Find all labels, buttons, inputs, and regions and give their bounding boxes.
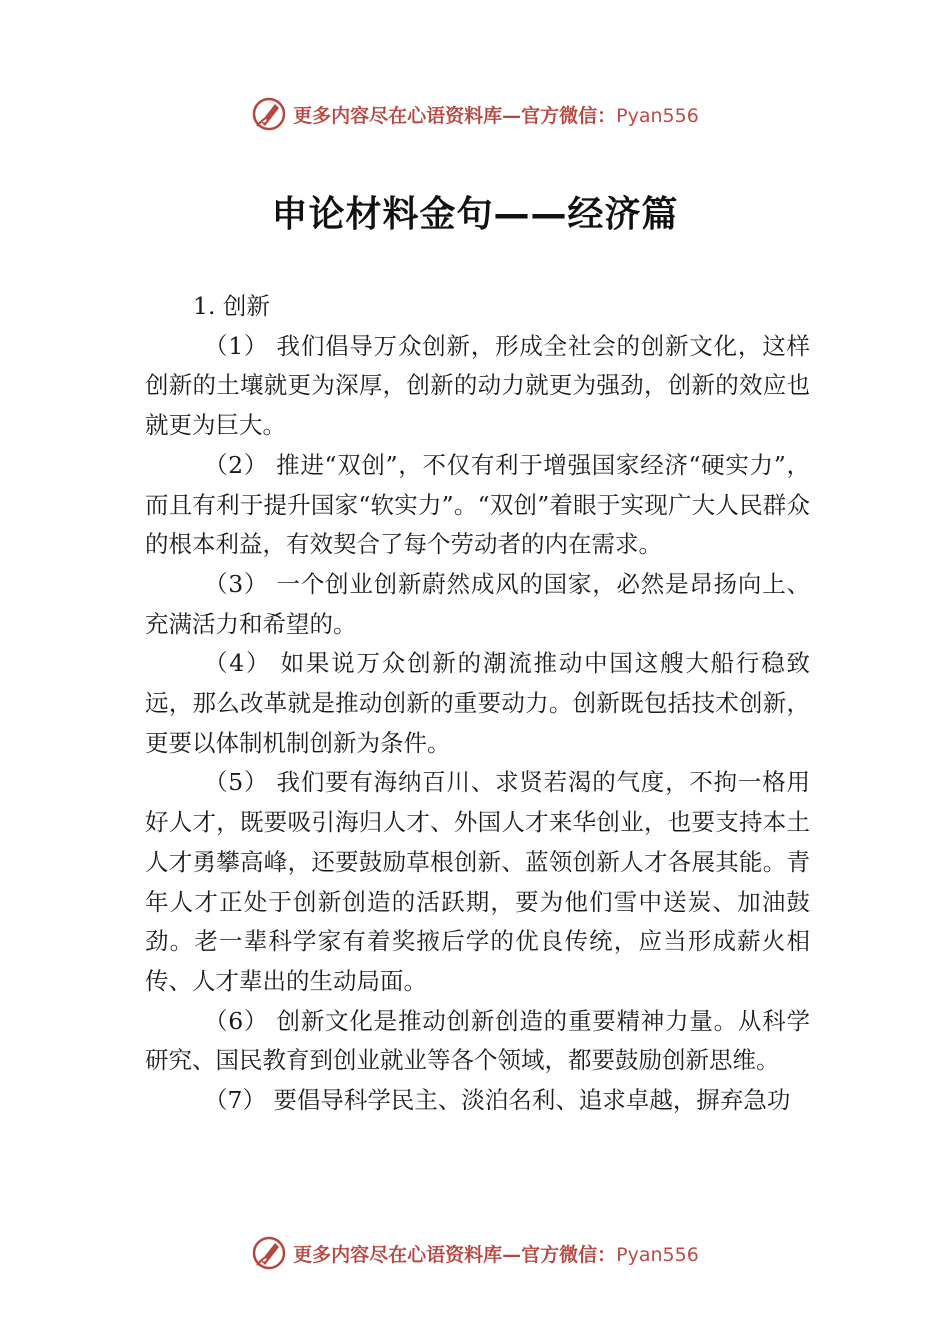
header-banner xyxy=(0,94,950,134)
banner-text xyxy=(293,101,699,128)
paragraph-7: （7） 要倡导科学民主、淡泊名利、追求卓越，摒弃急功 xyxy=(204,1086,791,1115)
paragraph-2: （2） 推进“双创”，不仅有利于增强国家经济“硬实力”，而且有利于提升国家“软实力”。“双创”着眼于实现广大人民群众的根本利益，有效契合了每个劳动者的内在需求。 xyxy=(145,450,810,559)
section-heading: 1. 创新 xyxy=(193,292,270,320)
paragraph-6: （6） 创新文化是推动创新创造的重要精神力量。从科学研究、国民教育到创业就业等各个领域，都要鼓励创新思维。 xyxy=(145,1006,810,1075)
page-title: 申论材料金句——经济篇 xyxy=(271,194,679,235)
paragraph-5: （5） 我们要有海纳百川、求贤若渴的气度，不拘一格用好人才，既要吸引海归人才、外国人才来华创业，也要支持本土人才勇攀高峰，还要鼓励草根创新、蓝领创新人才各展其能。青年人才正处于创新创造的活跃期，要为他们雪中送炭、加油鼓劲。老一辈科学家有着奖掖后学的优良传统，应当形成薪火相传、人才辈出的生动局面。 xyxy=(145,768,810,995)
paragraph-1: （1） 我们倡导万众创新，形成全社会的创新文化，这样创新的土壤就更为深厚，创新的动力就更为强劲，创新的效应也就更为巨大。 xyxy=(145,331,810,440)
paragraph-3: （3） 一个创业创新蔚然成风的国家，必然是昂扬向上、充满活力和希望的。 xyxy=(145,569,810,638)
paragraph-4: （4） 如果说万众创新的潮流推动中国这艘大船行稳致远，那么改革就是推动创新的重要动力。创新既包括技术创新，更要以体制机制创新为条件。 xyxy=(145,649,810,757)
banner-label: 更多内容尽在心语资料库—官方微信： xyxy=(293,104,617,127)
document-body xyxy=(145,287,810,1121)
wechat-id: Pyan556 xyxy=(616,104,699,127)
pen-nib-circle-icon xyxy=(251,96,287,132)
pen-nib-circle-icon xyxy=(251,1235,287,1271)
wechat-id: Pyan556 xyxy=(616,1243,699,1266)
banner-label: 更多内容尽在心语资料库—官方微信： xyxy=(293,1243,617,1266)
footer-banner xyxy=(0,1233,950,1273)
banner-text xyxy=(293,1240,699,1267)
